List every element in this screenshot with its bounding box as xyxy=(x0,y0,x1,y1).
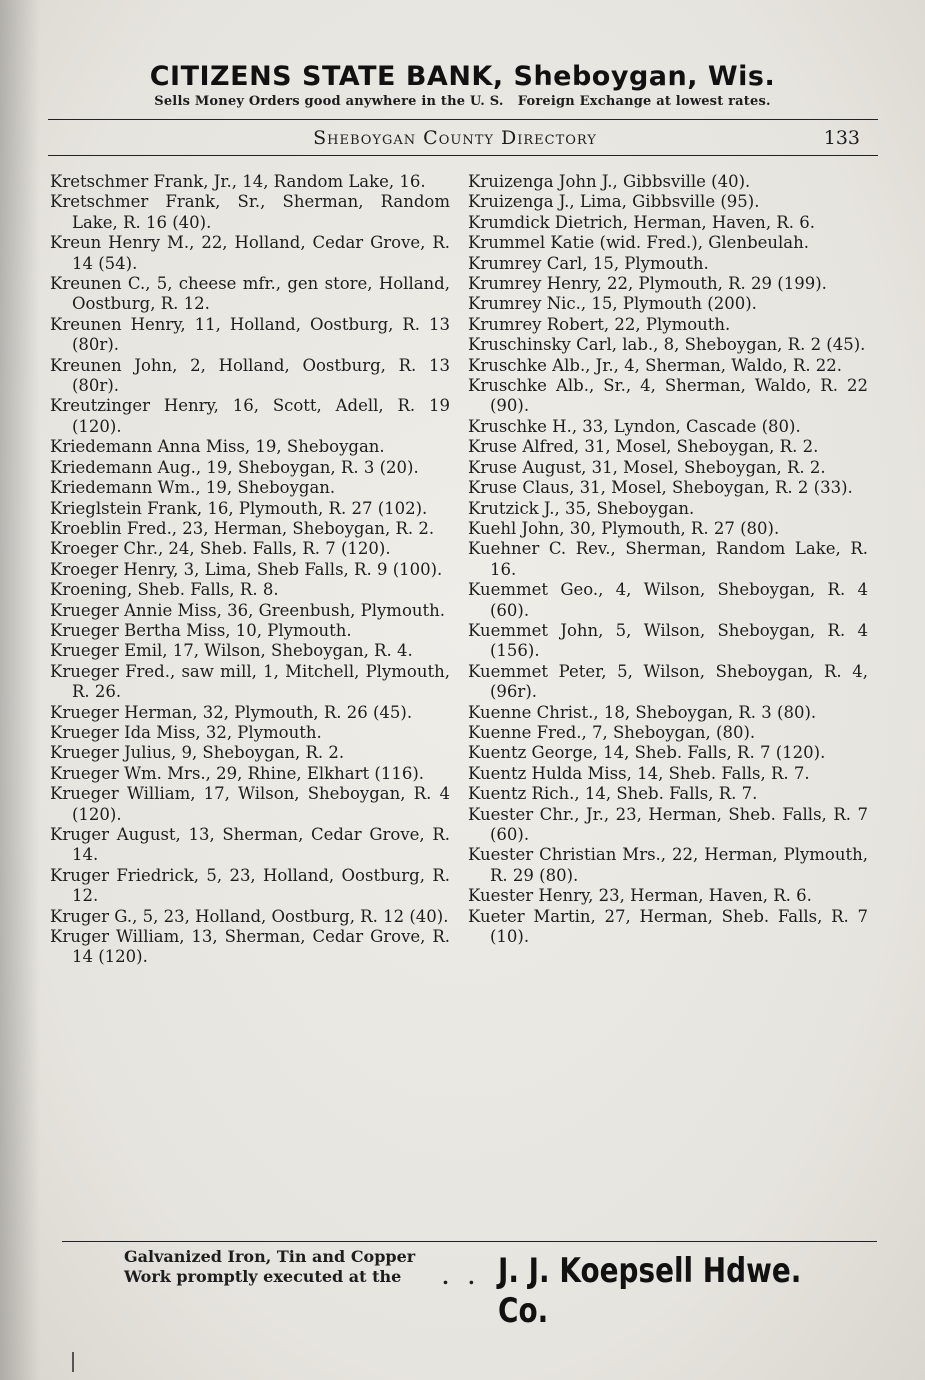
bottom-rule xyxy=(62,1241,877,1242)
directory-entry: Kuester Henry, 23, Herman, Haven, R. 6. xyxy=(468,886,812,906)
directory-entry: Kriedemann Anna Miss, 19, Sheboygan. xyxy=(50,437,385,457)
directory-entry: Krueger Wm. Mrs., 29, Rhine, Elkhart (116). xyxy=(50,763,424,783)
directory-entry: Kreutzinger Henry, 16, Scott, Adell, R. 19 (120). xyxy=(50,396,450,436)
page-header xyxy=(50,124,860,152)
directory-entry: Kruizenga John J., Gibbsville (40). xyxy=(468,172,751,191)
page-title: Sheboygan County Directory xyxy=(313,127,597,149)
directory-entry: Kruse August, 31, Mosel, Sheboygan, R. 2. xyxy=(468,457,826,477)
directory-entry: Kretschmer Frank, Sr., Sherman, Random Lake, R. 16 (40). xyxy=(50,192,450,232)
directory-entry: Kretschmer Frank, Jr., 14, Random Lake, 16. xyxy=(50,172,426,191)
bank-ad-title: CITIZENS STATE BANK, Sheboygan, Wis. xyxy=(149,61,776,92)
directory-entry: Kruschke Alb., Jr., 4, Sherman, Waldo, R. 22. xyxy=(468,355,843,375)
bank-advertisement xyxy=(0,60,925,110)
directory-entry: Kriedemann Aug., 19, Sheboygan, R. 3 (20). xyxy=(50,457,419,477)
directory-entry: Kreunen C., 5, cheese mfr., gen store, Holland, Oostburg, R. 12. xyxy=(50,274,450,314)
directory-entry: Kroeger Henry, 3, Lima, Sheb Falls, R. 9 (100). xyxy=(50,559,443,579)
directory-entry: Kuemmet Geo., 4, Wilson, Sheboygan, R. 4 (60). xyxy=(468,580,868,620)
directory-entry: Krueger Fred., saw mill, 1, Mitchell, Plymouth, R. 26. xyxy=(50,661,450,702)
hardware-advertisement xyxy=(0,1247,925,1331)
page-mark xyxy=(72,1352,74,1372)
directory-entry: Kuemmet John, 5, Wilson, Sheboygan, R. 4 (156). xyxy=(468,620,868,661)
directory-entry: Krieglstein Frank, 16, Plymouth, R. 27 (102). xyxy=(50,498,428,518)
directory-entry: Kreunen Henry, 11, Holland, Oostburg, R. 13 (80r). xyxy=(50,314,450,355)
directory-entry: Kuehner C. Rev., Sherman, Random Lake, R. 16. xyxy=(468,539,868,579)
directory-entry: Kuentz Rich., 14, Sheb. Falls, R. 7. xyxy=(468,784,758,804)
directory-entry: Kruse Alfred, 31, Mosel, Sheboygan, R. 2. xyxy=(468,437,819,457)
directory-entry: Krumrey Henry, 22, Plymouth, R. 29 (199). xyxy=(468,274,827,294)
directory-entry: Krumrey Carl, 15, Plymouth. xyxy=(468,253,709,273)
directory-entry: Kuester Chr., Jr., 23, Herman, Sheb. Falls, R. 7 (60). xyxy=(468,804,868,844)
directory-entry: Kruger William, 13, Sherman, Cedar Grove, R. 14 (120). xyxy=(50,927,450,967)
directory-entry: Krueger Annie Miss, 36, Greenbush, Plymouth. xyxy=(50,600,446,620)
directory-entry: Kruger Friedrick, 5, 23, Holland, Oostburg, R. 12. xyxy=(50,865,450,906)
directory-entry: Kriedemann Wm., 19, Sheboygan. xyxy=(50,478,336,498)
directory-entry: Krueger Bertha Miss, 10, Plymouth. xyxy=(50,620,352,640)
directory-entry: Kruse Claus, 31, Mosel, Sheboygan, R. 2 (33). xyxy=(468,478,853,498)
directory-entry: Kreunen John, 2, Holland, Oostburg, R. 13 (80r). xyxy=(50,355,450,396)
directory-entry: Krummel Katie (wid. Fred.), Glenbeulah. xyxy=(468,233,810,253)
header-rule xyxy=(48,155,878,156)
hardware-ad-text: Galvanized Iron, Tin and Copper Work promptly executed at the xyxy=(124,1247,416,1286)
directory-entry: Krueger Ida Miss, 32, Plymouth. xyxy=(50,722,322,742)
directory-entry: Kuenne Christ., 18, Sheboygan, R. 3 (80). xyxy=(468,702,817,722)
hardware-ad-company: J. J. Koepsell Hdwe. Co. xyxy=(498,1251,802,1331)
directory-entry: Kuester Christian Mrs., 22, Herman, Plymouth, R. 29 (80). xyxy=(468,845,868,885)
top-rule xyxy=(48,119,878,120)
directory-entry: Kruger August, 13, Sherman, Cedar Grove, R. 14. xyxy=(50,825,450,865)
directory-entry: Krumdick Dietrich, Herman, Haven, R. 6. xyxy=(468,212,815,232)
directory-entry: Kruschke H., 33, Lyndon, Cascade (80). xyxy=(468,416,801,436)
directory-entry: Kuenne Fred., 7, Sheboygan, (80). xyxy=(468,722,756,742)
directory-entry: Kuemmet Peter, 5, Wilson, Sheboygan, R. 4, (96r). xyxy=(468,661,868,702)
page-number: 133 xyxy=(823,127,860,149)
directory-entry: Kuentz George, 14, Sheb. Falls, R. 7 (120). xyxy=(468,743,826,763)
directory-entry: Kruschinsky Carl, lab., 8, Sheboygan, R. 2 (45). xyxy=(468,335,866,355)
directory-entry: Krueger Julius, 9, Sheboygan, R. 2. xyxy=(50,743,345,763)
bank-ad-subtitle: Sells Money Orders good anywhere in the U. S. Foreign Exchange at lowest rates. xyxy=(154,94,771,109)
directory-entry: Krueger Emil, 17, Wilson, Sheboygan, R. 4. xyxy=(50,641,413,661)
directory-entry: Kroening, Sheb. Falls, R. 8. xyxy=(50,580,279,600)
directory-entry: Kruizenga J., Lima, Gibbsville (95). xyxy=(468,192,760,212)
directory-entry: Krueger William, 17, Wilson, Sheboygan, R. 4 (120). xyxy=(50,784,450,824)
right-column xyxy=(468,172,868,947)
hardware-ad-dots: . . xyxy=(442,1265,481,1289)
directory-entry: Kuentz Hulda Miss, 14, Sheb. Falls, R. 7. xyxy=(468,763,810,783)
directory-entry: Krueger Herman, 32, Plymouth, R. 26 (45). xyxy=(50,702,413,722)
directory-entry: Kreun Henry M., 22, Holland, Cedar Grove, R. 14 (54). xyxy=(50,233,450,273)
directory-entry: Kruschke Alb., Sr., 4, Sherman, Waldo, R. 22 (90). xyxy=(468,376,868,416)
directory-entry: Kroeblin Fred., 23, Herman, Sheboygan, R. 2. xyxy=(50,518,435,538)
directory-entry: Krutzick J., 35, Sheboygan. xyxy=(468,498,695,518)
directory-entry: Kroeger Chr., 24, Sheb. Falls, R. 7 (120). xyxy=(50,539,391,559)
page-edge-shadow xyxy=(0,0,40,1380)
directory-entry: Krumrey Nic., 15, Plymouth (200). xyxy=(468,294,757,314)
directory-entry: Kueter Martin, 27, Herman, Sheb. Falls, R. 7 (10). xyxy=(468,906,868,947)
directory-entry: Kuehl John, 30, Plymouth, R. 27 (80). xyxy=(468,518,780,538)
directory-entry: Krumrey Robert, 22, Plymouth. xyxy=(468,314,731,334)
directory-entry: Kruger G., 5, 23, Holland, Oostburg, R. 12 (40). xyxy=(50,906,449,926)
left-column xyxy=(50,172,450,968)
